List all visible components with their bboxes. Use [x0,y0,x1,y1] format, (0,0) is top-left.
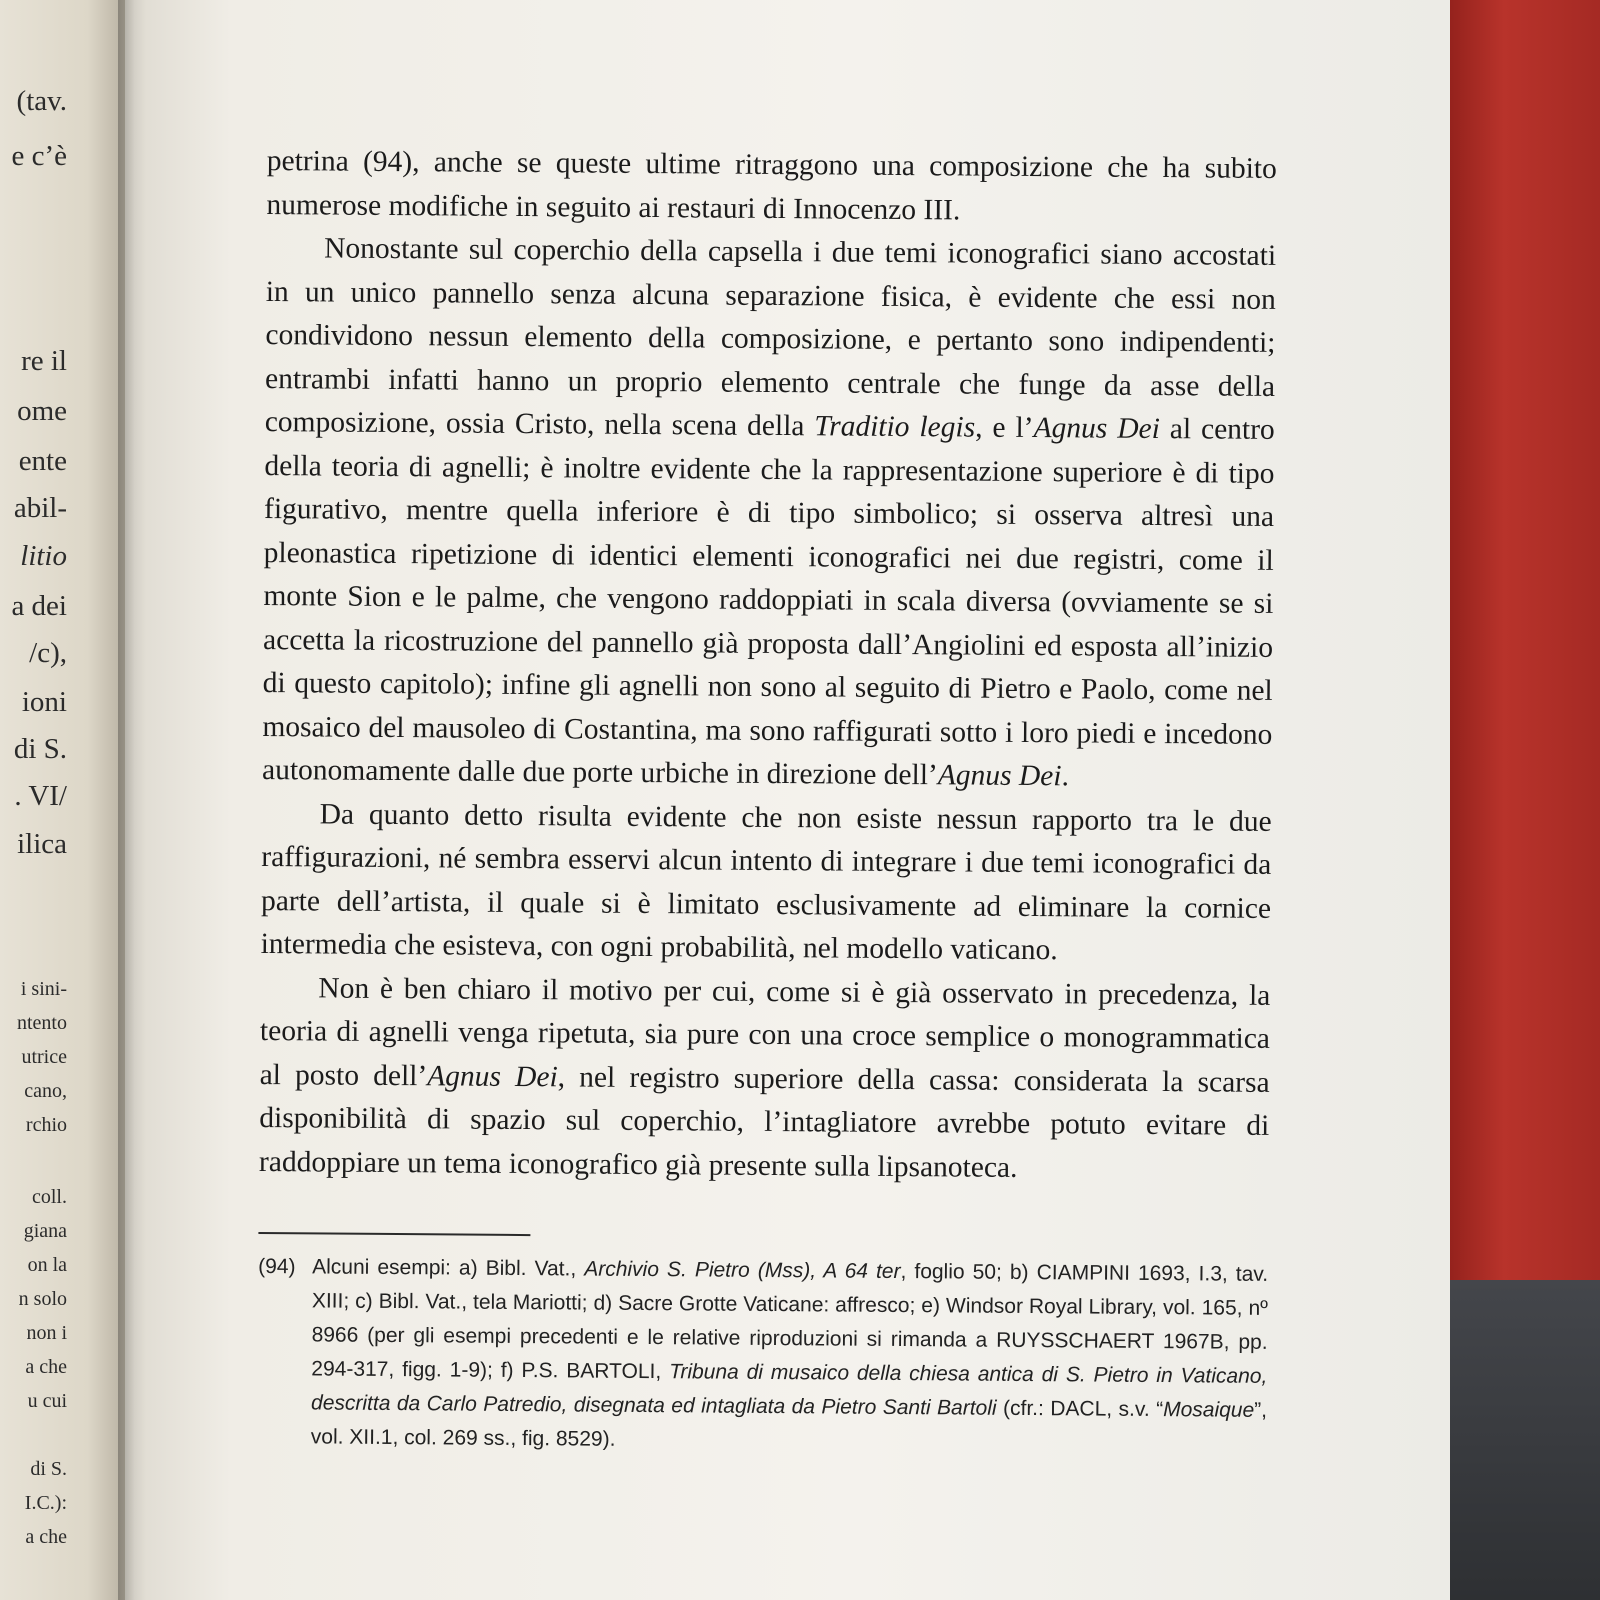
book-gutter [118,0,146,1600]
left-note-fragment: ntento [17,1012,67,1034]
left-note-fragment: a che [25,1526,67,1548]
text-run: Non è ben chiaro il motivo per cui, come si è già osservato in precedenza, la teoria di agnelli venga ripetuta, sia pure con una croce semplice o monogrammatica al posto dell’ [259,971,1271,1092]
left-text-fragment: ilica [17,828,67,860]
left-text-fragment: a dei [11,590,67,622]
left-note-fragment: rchio [25,1114,67,1136]
italic-text: Archivio S. Pietro (Mss), A 64 ter [584,1257,901,1284]
left-note-fragment: I.C.): [24,1492,67,1514]
text-run: petrina (94), anche se queste ultime ritraggono una composizione che ha subito numerose modifiche in seguito ai restauri di Innocenzo III. [266,144,1277,226]
left-text-fragment: ome [17,395,67,427]
footnote-separator [258,1232,530,1236]
left-text-fragment: ente [18,445,67,477]
text-run: , nel registro superiore della cassa: considerata la scarsa disponibilità di spazio sul coperchio, l’intagliatore avrebbe potuto evitare di raddoppiare un tema iconografico già presente sulla lipsanoteca. [258,1060,1270,1184]
left-note-fragment: non i [26,1322,67,1344]
left-text-fragment: ioni [21,686,67,718]
text-run: Alcuni esempi: a) Bibl. Vat., [312,1255,585,1281]
left-note-fragment: utrice [21,1046,67,1068]
body-text [259,140,1277,1192]
paragraph [266,140,1277,235]
left-text-fragment: re il [21,345,67,377]
text-run: , foglio 50; b) CIAMPINI 1693, I.3, tav. XIII; c) Bibl. Vat., tela Mariotti; d) Sacre Grotte Vaticane: affresco; e) Windsor Royal Library, vol. 165, nº 8966 (per gli esempi precedenti e le relative riproduzioni si rimanda a RUYSSCHAERT 1967B, pp. 294-317, figg. 1-9); f) P.S. BARTOLI, [311,1260,1269,1384]
text-run: . [1061,760,1070,793]
left-note-fragment: giana [23,1220,67,1242]
left-note-fragment: n solo [18,1288,67,1310]
left-note-fragment: di S. [30,1458,67,1480]
text-run: (cfr.: DACL, s.v. “ [996,1396,1164,1422]
paragraph [261,792,1272,974]
text-run: al centro della teoria di agnelli; è inoltre evidente che la rappresentazione superiore è di tipo figurativo, mentre quella inferiore è di tipo simbolico; si osserva altresì una pleonastica ripetizione di identici elementi iconografici nei due registri, come il monte Sion e le palme, che vengono raddoppiati in scala diversa (ovviamente se si accetta la ricostruzione del pannello già proposta dall’Angiolini ed esposta all’inizio di questo capitolo); infine gli agnelli non sono al seguito di Pietro e Paolo, come nel mosaico del mausoleo di Costantina, ma sono raffigurati sotto i loro piedi e incedono autonomamente dalle due porte urbiche in direzione dell’ [261,413,1275,792]
left-note-fragment: cano, [24,1080,67,1102]
left-note-fragment: a che [25,1356,67,1378]
italic-text: Agnus Dei [1033,412,1160,446]
italic-text: Traditio legis [814,410,976,444]
left-text-fragment: litio [20,540,67,572]
left-text-fragment: /c), [29,637,67,669]
right-page [125,0,1450,1600]
italic-text: Agnus Dei [427,1059,558,1093]
footnote-number: (94) [258,1254,296,1279]
footnote [257,1250,1269,1462]
page-content [257,140,1277,1462]
left-page-text [0,0,125,1600]
text-run: Da quanto detto risulta evidente che non esiste nessun rapporto tra le due raffigurazioni, né sembra esservi alcun intento di integrare i due temi iconografici da parte dell’artista, il quale si è limitato esclusivamente ad eliminare la cornice intermedia che esisteva, con ogni probabilità, nel modello vaticano. [260,797,1272,967]
left-note-fragment: i sini- [20,978,67,1000]
book-cover-edge [1440,0,1600,1280]
italic-text: Agnus Dei [937,759,1062,793]
text-run: ”, vol. XII.1, col. 269 ss., fig. 8529). [310,1398,1268,1451]
left-text-fragment: (tav. [16,85,67,117]
text-run: , e l’ [975,411,1034,445]
italic-text: Mosaique [1163,1398,1255,1422]
left-note-fragment: coll. [32,1186,67,1208]
italic-text: Tribuna di musaico della chiesa antica di S. Pietro in Vaticano, descritta da Carlo Patredio, disegnata ed intagliata da Pietro Santi Bartoli [310,1360,1268,1420]
left-page [0,0,125,1600]
left-note-fragment: on la [27,1254,67,1276]
paragraph [259,966,1271,1191]
footnote-text [311,1250,1269,1462]
left-text-fragment: e c’è [11,140,67,172]
left-text-fragment: di S. [13,733,67,765]
left-text-fragment: abil- [13,492,67,524]
text-run: Nonostante sul coperchio della capsella i due temi iconografici siano accostati in un unico pannello senza alcuna separazione fisica, è evidente che essi non condividono nessun elemento della composizione, e pertanto sono indipendenti; entrambi infatti hanno un proprio elemento centrale che funge da asse della composizione, ossia Cristo, nella scena della [264,232,1277,443]
left-text-fragment: . VI/ [14,780,67,812]
paragraph [262,227,1276,800]
left-note-fragment: u cui [27,1390,67,1412]
